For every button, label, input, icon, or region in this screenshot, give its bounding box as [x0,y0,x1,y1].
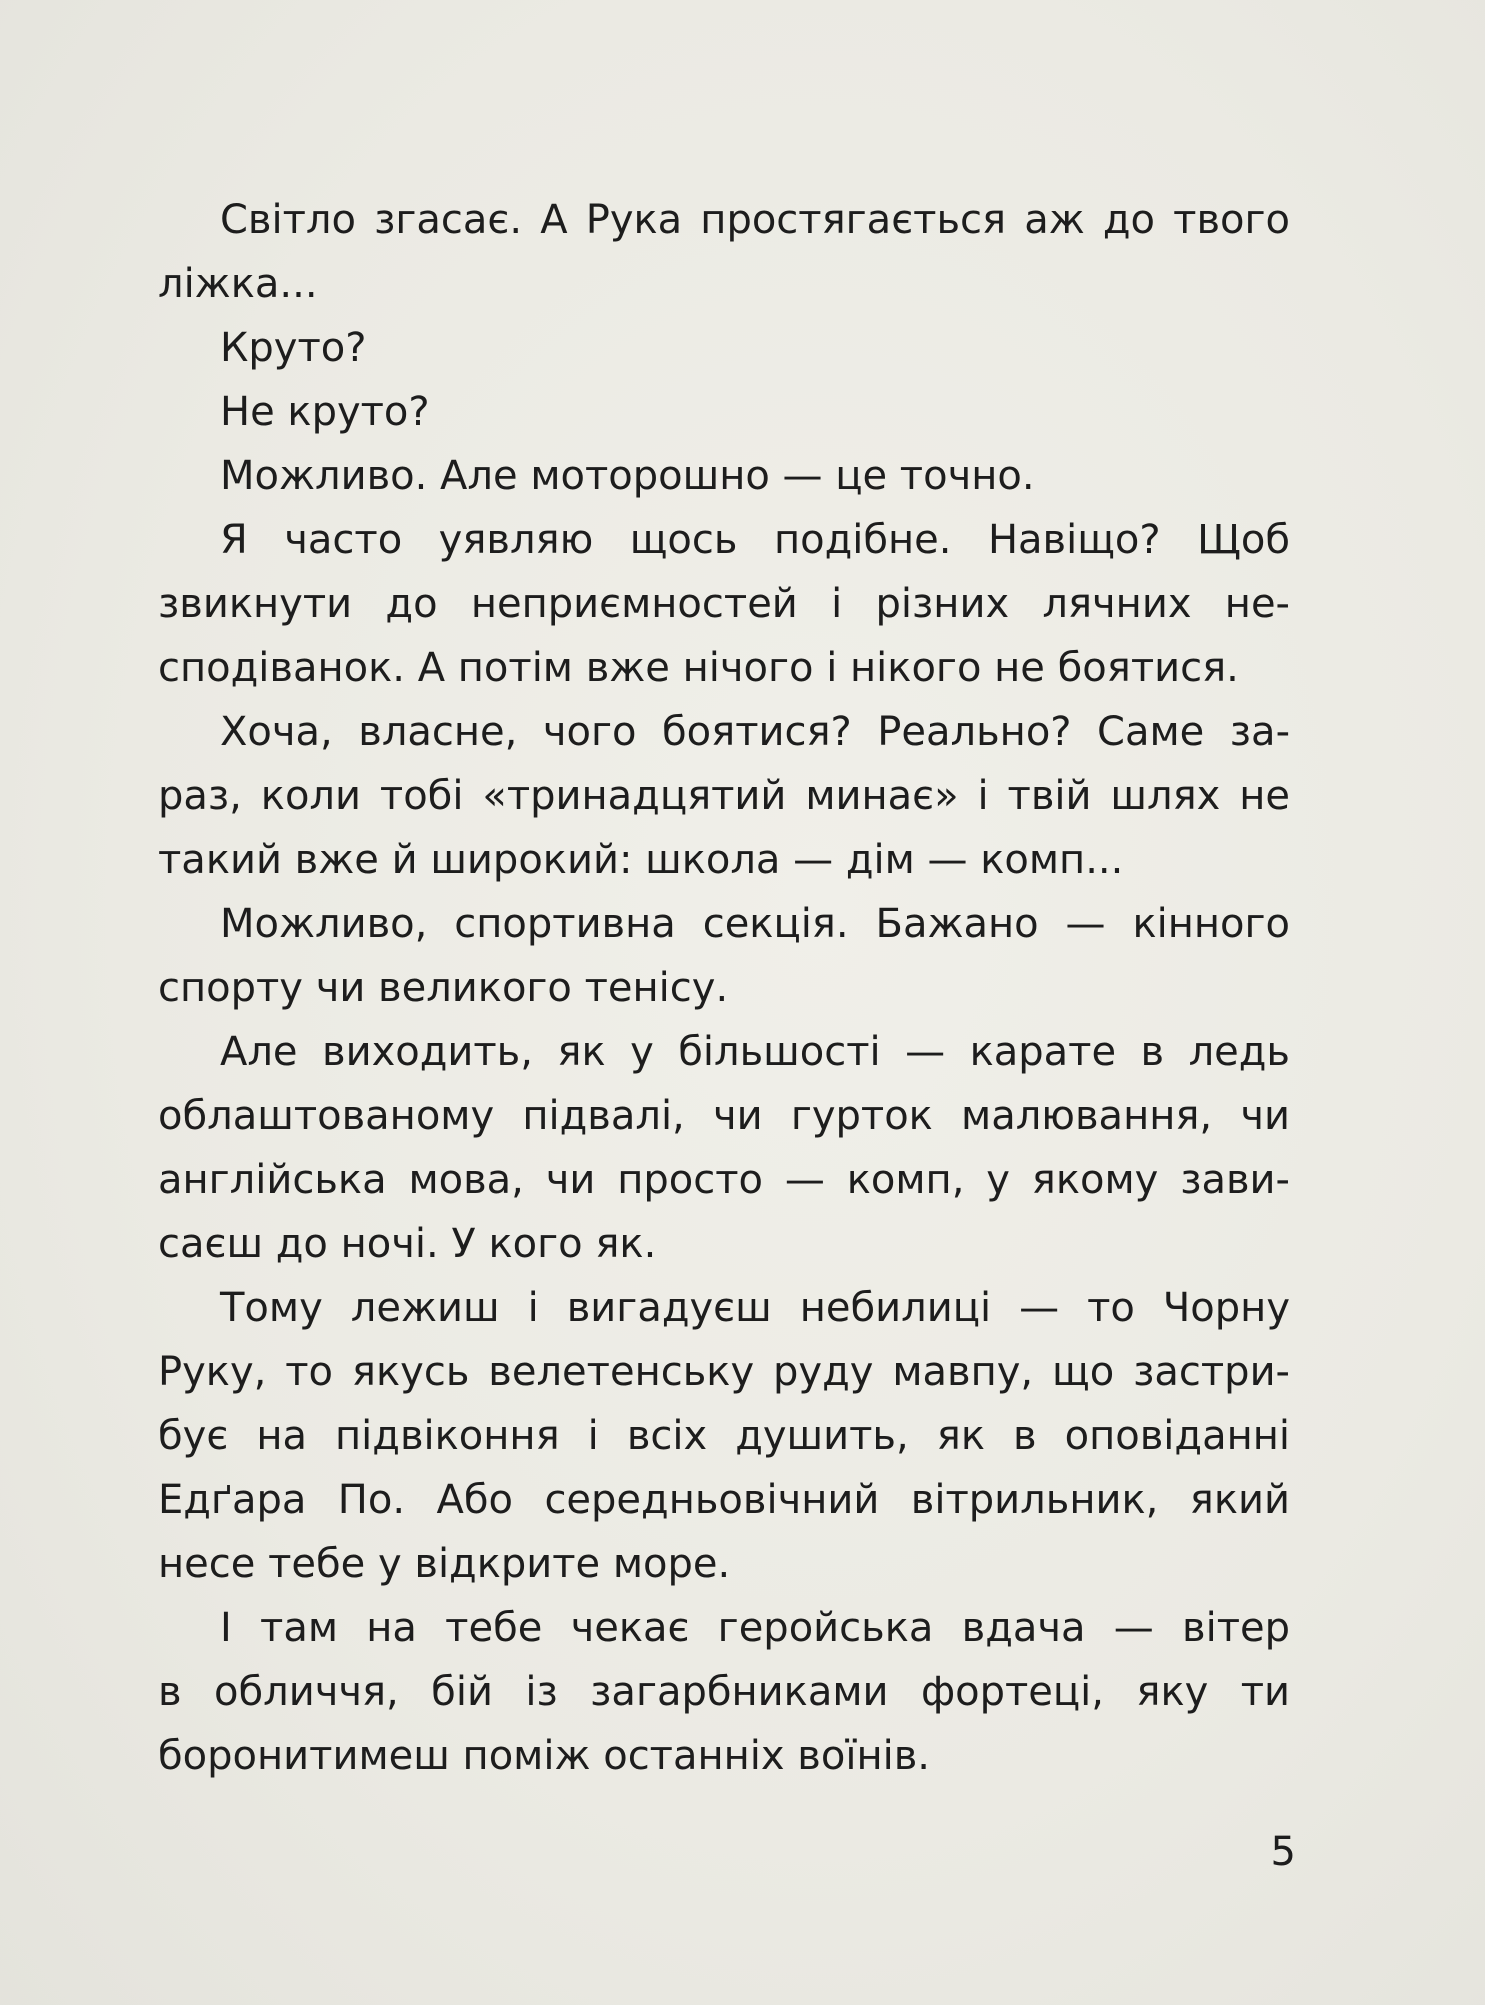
paragraph [158,380,1290,444]
text-line: спорту чи великого тенісу. [158,965,729,1011]
text-line: в обличчя, бій із загарбниками фортеці, яку ти [158,1669,1290,1715]
paragraph [158,1596,1290,1788]
text-line: Можливо, спортивна секція. Бажано — кінного [220,901,1290,947]
text-line: звикнути до неприємностей і різних лячних не- [158,581,1290,627]
text-line: Едґара По. Або середньовічний вітрильник, який [158,1477,1290,1523]
text-line: облаштованому підвалі, чи гурток малювання, чи [158,1093,1290,1139]
text-line: Але виходить, як у більшості — карате в ледь [220,1029,1290,1075]
text-line: Можливо. Але моторошно — це точно. [220,453,1035,499]
text-line: Круто? [220,325,367,371]
page-number: 5 [1270,1829,1296,1875]
text-line: Світло згасає. А Рука простягається аж до твого [220,197,1290,243]
paragraph [158,444,1290,508]
text-line: Тому лежиш і вигадуєш небилиці — то Чорну [220,1285,1290,1331]
text-line: сподіванок. А потім вже нічого і нікого не боятися. [158,645,1239,691]
text-line: бує на підвіконня і всіх душить, як в оповіданні [158,1413,1290,1459]
text-line: Руку, то якусь велетенську руду мавпу, що застри- [158,1349,1290,1395]
paragraph [158,316,1290,380]
text-line: Не круто? [220,389,430,435]
text-line: І там на тебе чекає геройська вдача — вітер [220,1605,1290,1651]
text-line: ліжка... [158,261,318,307]
paragraph [158,188,1290,316]
paragraph [158,1276,1290,1596]
paragraph [158,700,1290,892]
body-text [158,188,1290,1788]
paragraph [158,1020,1290,1276]
text-line: такий вже й широкий: школа — дім — комп... [158,837,1124,883]
paragraph [158,892,1290,1020]
text-line: раз, коли тобі «тринадцятий минає» і твій шлях не [158,773,1290,819]
text-line: Хоча, власне, чого боятися? Реально? Саме за- [220,709,1290,755]
text-line: англійська мова, чи просто — комп, у якому зави- [158,1157,1290,1203]
text-line: несе тебе у відкрите море. [158,1541,731,1587]
paragraph [158,508,1290,700]
text-line: боронитимеш поміж останніх воїнів. [158,1733,931,1779]
text-line: Я часто уявляю щось подібне. Навіщо? Щоб [220,517,1290,563]
text-line: саєш до ночі. У кого як. [158,1221,657,1267]
